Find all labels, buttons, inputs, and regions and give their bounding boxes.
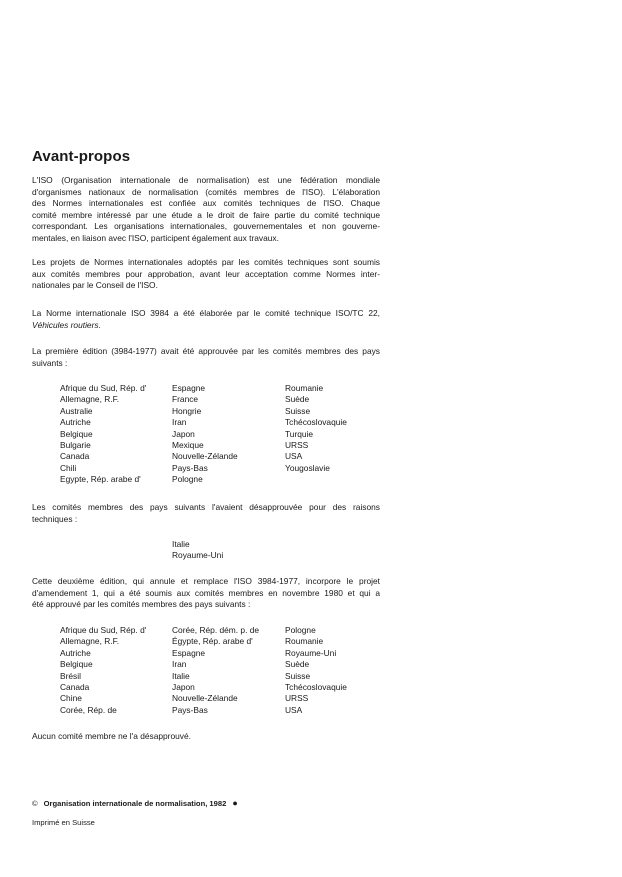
- country-item: Pays-Bas: [172, 704, 208, 715]
- country-item: Italie: [172, 670, 190, 681]
- country-item: Tchécoslovaquie: [285, 417, 347, 428]
- country-item: USA: [285, 704, 303, 715]
- second-edition-disapproval-paragraph: [32, 731, 380, 743]
- text-line: été approuvé par les comités membres des pays suivants :: [32, 599, 251, 610]
- country-item: Tchécoslovaquie: [285, 682, 347, 693]
- text-line: Aucun comité membre ne l'a désapprouvé.: [32, 731, 191, 741]
- country-item: Nouvelle-Zélande: [172, 693, 238, 704]
- country-item: Autriche: [60, 647, 91, 658]
- copyright-icon: ©: [32, 799, 38, 808]
- country-item: Italie: [172, 539, 190, 549]
- country-item: URSS: [285, 693, 309, 704]
- country-item: Canada: [60, 451, 90, 462]
- country-item: Espagne: [172, 383, 206, 393]
- country-item: Allemagne, R.F.: [60, 394, 120, 405]
- intro-paragraph: [32, 175, 380, 245]
- country-item: Japon: [172, 428, 195, 439]
- country-item: Turquie: [285, 428, 314, 439]
- text-line: Les comités membres des pays suivants l'avaient désapprouvée pour des raisons: [32, 502, 380, 512]
- text-line: L'ISO (Organisation internationale de normalisation) est une fédération mondiale: [32, 175, 380, 185]
- country-item: Yougoslavie: [285, 462, 330, 473]
- country-item: Brésil: [60, 670, 81, 681]
- first-edition-disapproval-paragraph: [32, 502, 380, 525]
- country-item: Egypte, Rép. arabe d': [60, 474, 141, 485]
- text-line: nationales par le Conseil de l'ISO.: [32, 280, 158, 291]
- text-line: aux comités membres pour approbation, avant leur acceptation comme Normes inter-: [32, 268, 380, 279]
- text-line: La première édition (3984-1977) avait été approuvée par les comités membres des pays: [32, 346, 380, 356]
- approval-procedure-paragraph: [32, 257, 380, 292]
- country-item: Belgique: [60, 428, 93, 439]
- printed-in-line: Imprimé en Suisse: [32, 818, 95, 827]
- country-item: Bulgarie: [60, 440, 91, 451]
- country-item: Corée, Rép. de: [60, 704, 117, 715]
- country-item: Roumanie: [285, 636, 324, 647]
- text-line: La Norme internationale ISO 3984 a été élaborée par le comité technique ISO/TC 22,: [32, 308, 380, 318]
- country-item: Allemagne, R.F.: [60, 636, 120, 647]
- country-item: Nouvelle-Zélande: [172, 451, 238, 462]
- country-item: URSS: [285, 440, 309, 451]
- country-item: Suisse: [285, 670, 311, 681]
- country-item: Afrique du Sud, Rép. d': [60, 383, 147, 393]
- text-line: comité membre intéressé par une étude a le droit de faire partie du comité technique: [32, 209, 380, 220]
- country-item: Japon: [172, 682, 195, 693]
- country-item: Australie: [60, 405, 93, 416]
- country-item: France: [172, 394, 199, 405]
- country-item: Chili: [60, 462, 77, 473]
- text-line: Les projets de Normes internationales adoptés par les comités techniques sont soumis: [32, 257, 380, 267]
- country-item: Iran: [172, 417, 187, 428]
- country-item: USA: [285, 451, 303, 462]
- standard-origin-paragraph: [32, 308, 380, 331]
- copyright-organisation: Organisation internationale de normalisation, 1982: [43, 799, 227, 808]
- country-item: Suède: [285, 659, 310, 670]
- country-item: Royaume-Uni: [172, 550, 224, 561]
- text-line: correspondant. Les organisations internationales, gouvernementales et non gouverne-: [32, 221, 380, 232]
- country-item: Pologne: [285, 625, 316, 635]
- country-item: Pays-Bas: [172, 462, 208, 473]
- text-line: d'organismes nationaux de normalisation (comités membres de l'ISO). L'élaboration: [32, 186, 380, 197]
- country-item: Égypte, Rép. arabe d': [172, 636, 253, 647]
- bullet-icon: ●: [232, 798, 238, 808]
- country-item: Autriche: [60, 417, 91, 428]
- country-item: Roumanie: [285, 383, 324, 393]
- committee-name: Véhicules routiers.: [32, 319, 101, 330]
- first-edition-paragraph: [32, 346, 380, 369]
- country-item: Hongrie: [172, 405, 202, 416]
- country-item: Suède: [285, 394, 310, 405]
- country-item: Suisse: [285, 405, 311, 416]
- country-item: Corée, Rép. dém. p. de: [172, 625, 260, 635]
- country-item: Belgique: [60, 659, 93, 670]
- text-line: techniques :: [32, 513, 78, 524]
- text-line: Cette deuxième édition, qui annule et remplace l'ISO 3984-1977, incorpore le projet: [32, 576, 380, 586]
- country-item: Pologne: [172, 474, 203, 485]
- text-line: suivants :: [32, 357, 68, 368]
- country-item: Espagne: [172, 647, 206, 658]
- country-item: Afrique du Sud, Rép. d': [60, 625, 147, 635]
- country-item: Iran: [172, 659, 187, 670]
- page-title: Avant-propos: [32, 148, 131, 165]
- country-item: Mexique: [172, 440, 204, 451]
- country-item: Canada: [60, 682, 90, 693]
- text-line: d'amendement 1, qui a été soumis aux comités membres en novembre 1980 et qui a: [32, 587, 380, 598]
- country-item: Royaume-Uni: [285, 647, 337, 658]
- text-line: mentales, en liaison avec l'ISO, participent également aux travaux.: [32, 232, 279, 243]
- copyright-line: [32, 798, 238, 808]
- country-item: Chine: [60, 693, 82, 704]
- second-edition-paragraph: [32, 576, 380, 611]
- text-line: des Normes internationales est confiée aux comités techniques de l'ISO. Chaque: [32, 198, 380, 209]
